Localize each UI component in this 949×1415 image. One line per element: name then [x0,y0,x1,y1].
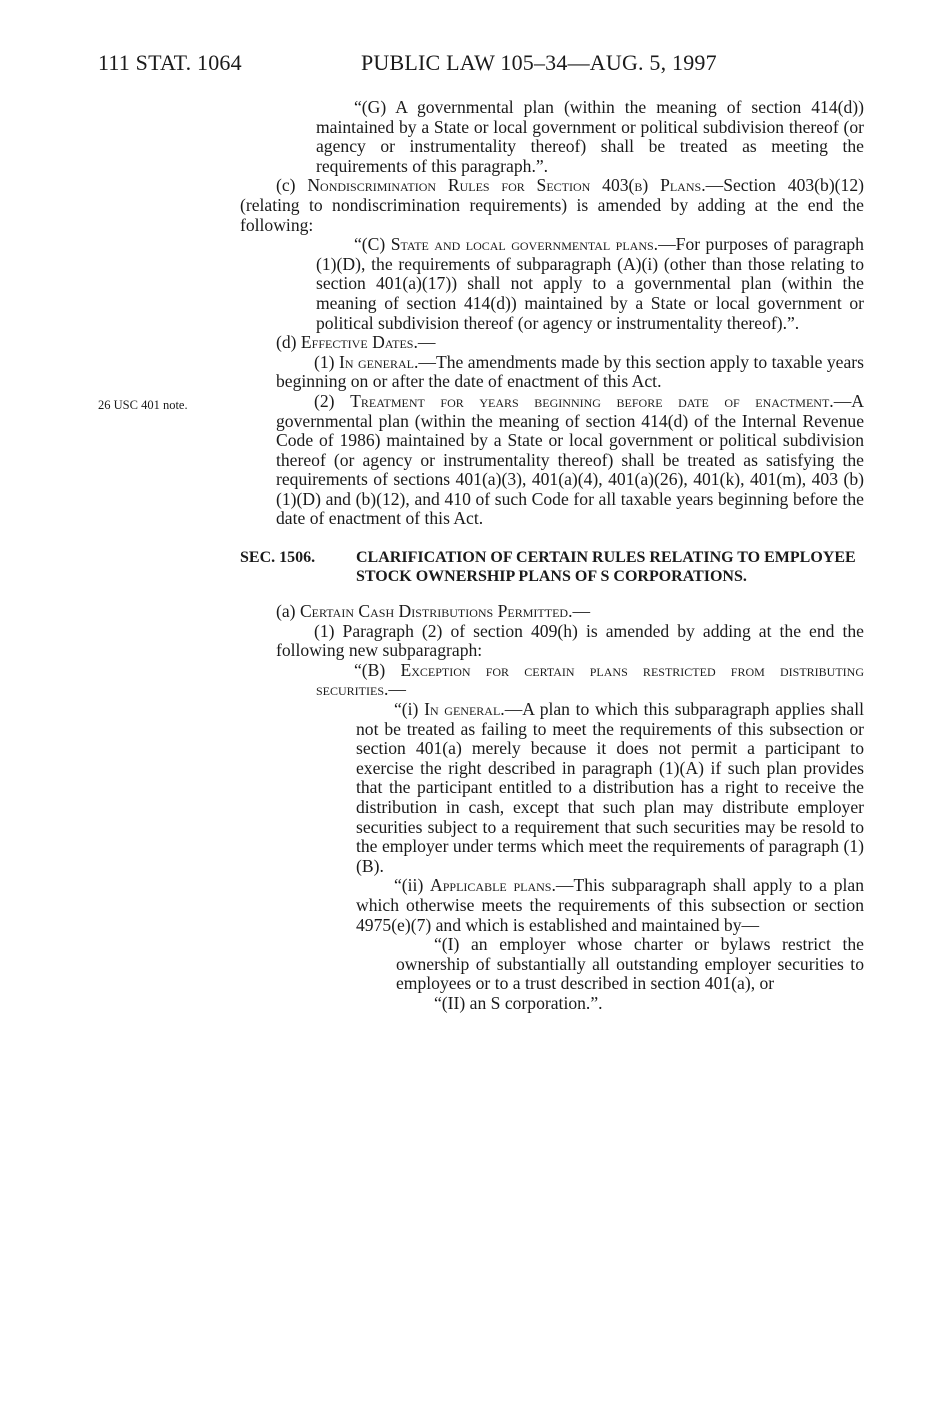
page-header-law: PUBLIC LAW 105–34—AUG. 5, 1997 [361,50,717,75]
clause-i [356,700,864,876]
paragraph-d2 [276,392,864,529]
section-heading [240,548,864,586]
subsection-d-heading: Effective Dates. [300,332,418,353]
paragraph-d2-lead: (2) [314,390,351,411]
subsection-c-text: —Section 403(b)(12) (relating to nondiscrimination requirements) is amended by adding at the end the following: [240,175,864,235]
subparagraph-b-heading: Exception for certain plans restricted from distributing securities. [316,659,864,700]
subsection-a [240,602,864,622]
paragraph-d1-text: —The amendments made by this section apply to taxable years beginning on or after the date of enactment of this Act. [276,351,864,392]
subsection-c-lead: (c) [276,175,308,196]
subparagraph-c-quoted [316,235,864,333]
subsection-c-heading: Nondiscrimination Rules for Section 403(b) Plans. [307,175,706,196]
paragraph-d2-text: —A governmental plan (within the meaning of section 414(d) of the Internal Revenue Code of 1986) maintained by a State or local government or political subdivision thereof (or agency or instrumentality thereof) shall be treated as satisfying the requirements of sections 401(a)(3), 401(a)(4), 401(a)(26), 401(k), 401(m), 403 (b)(1)(D) and (b)(12), and 410 of such Code for all taxable years beginning before the date of enactment of this Act. [276,390,864,529]
subparagraph-c-heading: State and local governmental plans. [390,234,659,255]
clause-i-lead: “(i) [394,699,425,720]
section-number: SEC. 1506. [240,549,316,567]
paragraph-d2-heading: Treatment for years beginning before date of enactment. [350,390,834,411]
clause-ii-heading: Applicable plans. [430,875,556,896]
document-body [240,98,864,1014]
clause-ii [356,876,864,935]
paragraph-a1: (1) Paragraph (2) of section 409(h) is amended by adding at the end the following new subparagraph: [276,620,864,661]
subparagraph-g: “(G) A governmental plan (within the meaning of section 414(d)) maintained by a State or local government or political subdivision thereof (or agency or instrumentality thereof) shall be treated as meeting the requirements of this paragraph.”. [316,97,864,176]
subsection-d-text: — [417,332,436,353]
clause-ii-text: —This subparagraph shall apply to a plan which otherwise meets the requirements of this subsection or section 4975(e)(7) and which is established and maintained by— [356,875,864,935]
subparagraph-c-lead: “(C) [354,234,391,255]
subsection-a-heading: Certain Cash Distributions Permitted. [299,601,573,622]
subsection-d [240,333,864,353]
paragraph-d1-lead: (1) [314,351,339,372]
paragraph-d1 [276,353,864,392]
subsection-a-lead: (a) [276,601,300,622]
subclause-I: “(I) an employer whose charter or bylaws restrict the ownership of substantially all outstanding employer securities to employees or to a trust described in section 401(a), or [396,934,864,994]
subsection-d-lead: (d) [276,332,301,353]
subclause-II: “(II) an S corporation.”. [434,992,603,1013]
subparagraph-c-text: —For purposes of paragraph (1)(D), the requirements of subparagraph (A)(i) (other than those relating to section 401(a)(17)) shall not apply to a governmental plan (within the meaning of section 414(d)) maintained by a State or local government or political subdivision thereof (or agency or instrumentality thereof).”. [316,234,864,333]
subsection-c [240,176,864,235]
subparagraph-b-text: — [388,679,406,700]
page-header-stat: 111 STAT. 1064 [98,50,242,75]
clause-ii-lead: “(ii) [394,875,431,896]
clause-i-text: —A plan to which this subparagraph applies shall not be treated as failing to meet the requirements of this subsection or section 401(a) merely because it does not permit a participant to exercise the right described in paragraph (1)(A) if such plan provides that the participant entitled to a distribution has a right to receive the distribution in cash, except that such plan may distribute employer securities subject to a requirement that such securities may be resold to the employer under terms which meet the requirements of paragraph (1)(B). [356,699,864,876]
subparagraph-b-lead: “(B) [354,659,401,680]
margin-note: 26 USC 401 note. [98,398,188,412]
section-title: CLARIFICATION OF CERTAIN RULES RELATING TO EMPLOYEE STOCK OWNERSHIP PLANS OF S CORPORATIONS. [356,549,856,586]
paragraph-d1-heading: In general. [338,351,419,372]
subparagraph-b [316,661,864,700]
clause-i-heading: In general. [424,699,505,720]
subsection-a-text: — [572,601,591,622]
